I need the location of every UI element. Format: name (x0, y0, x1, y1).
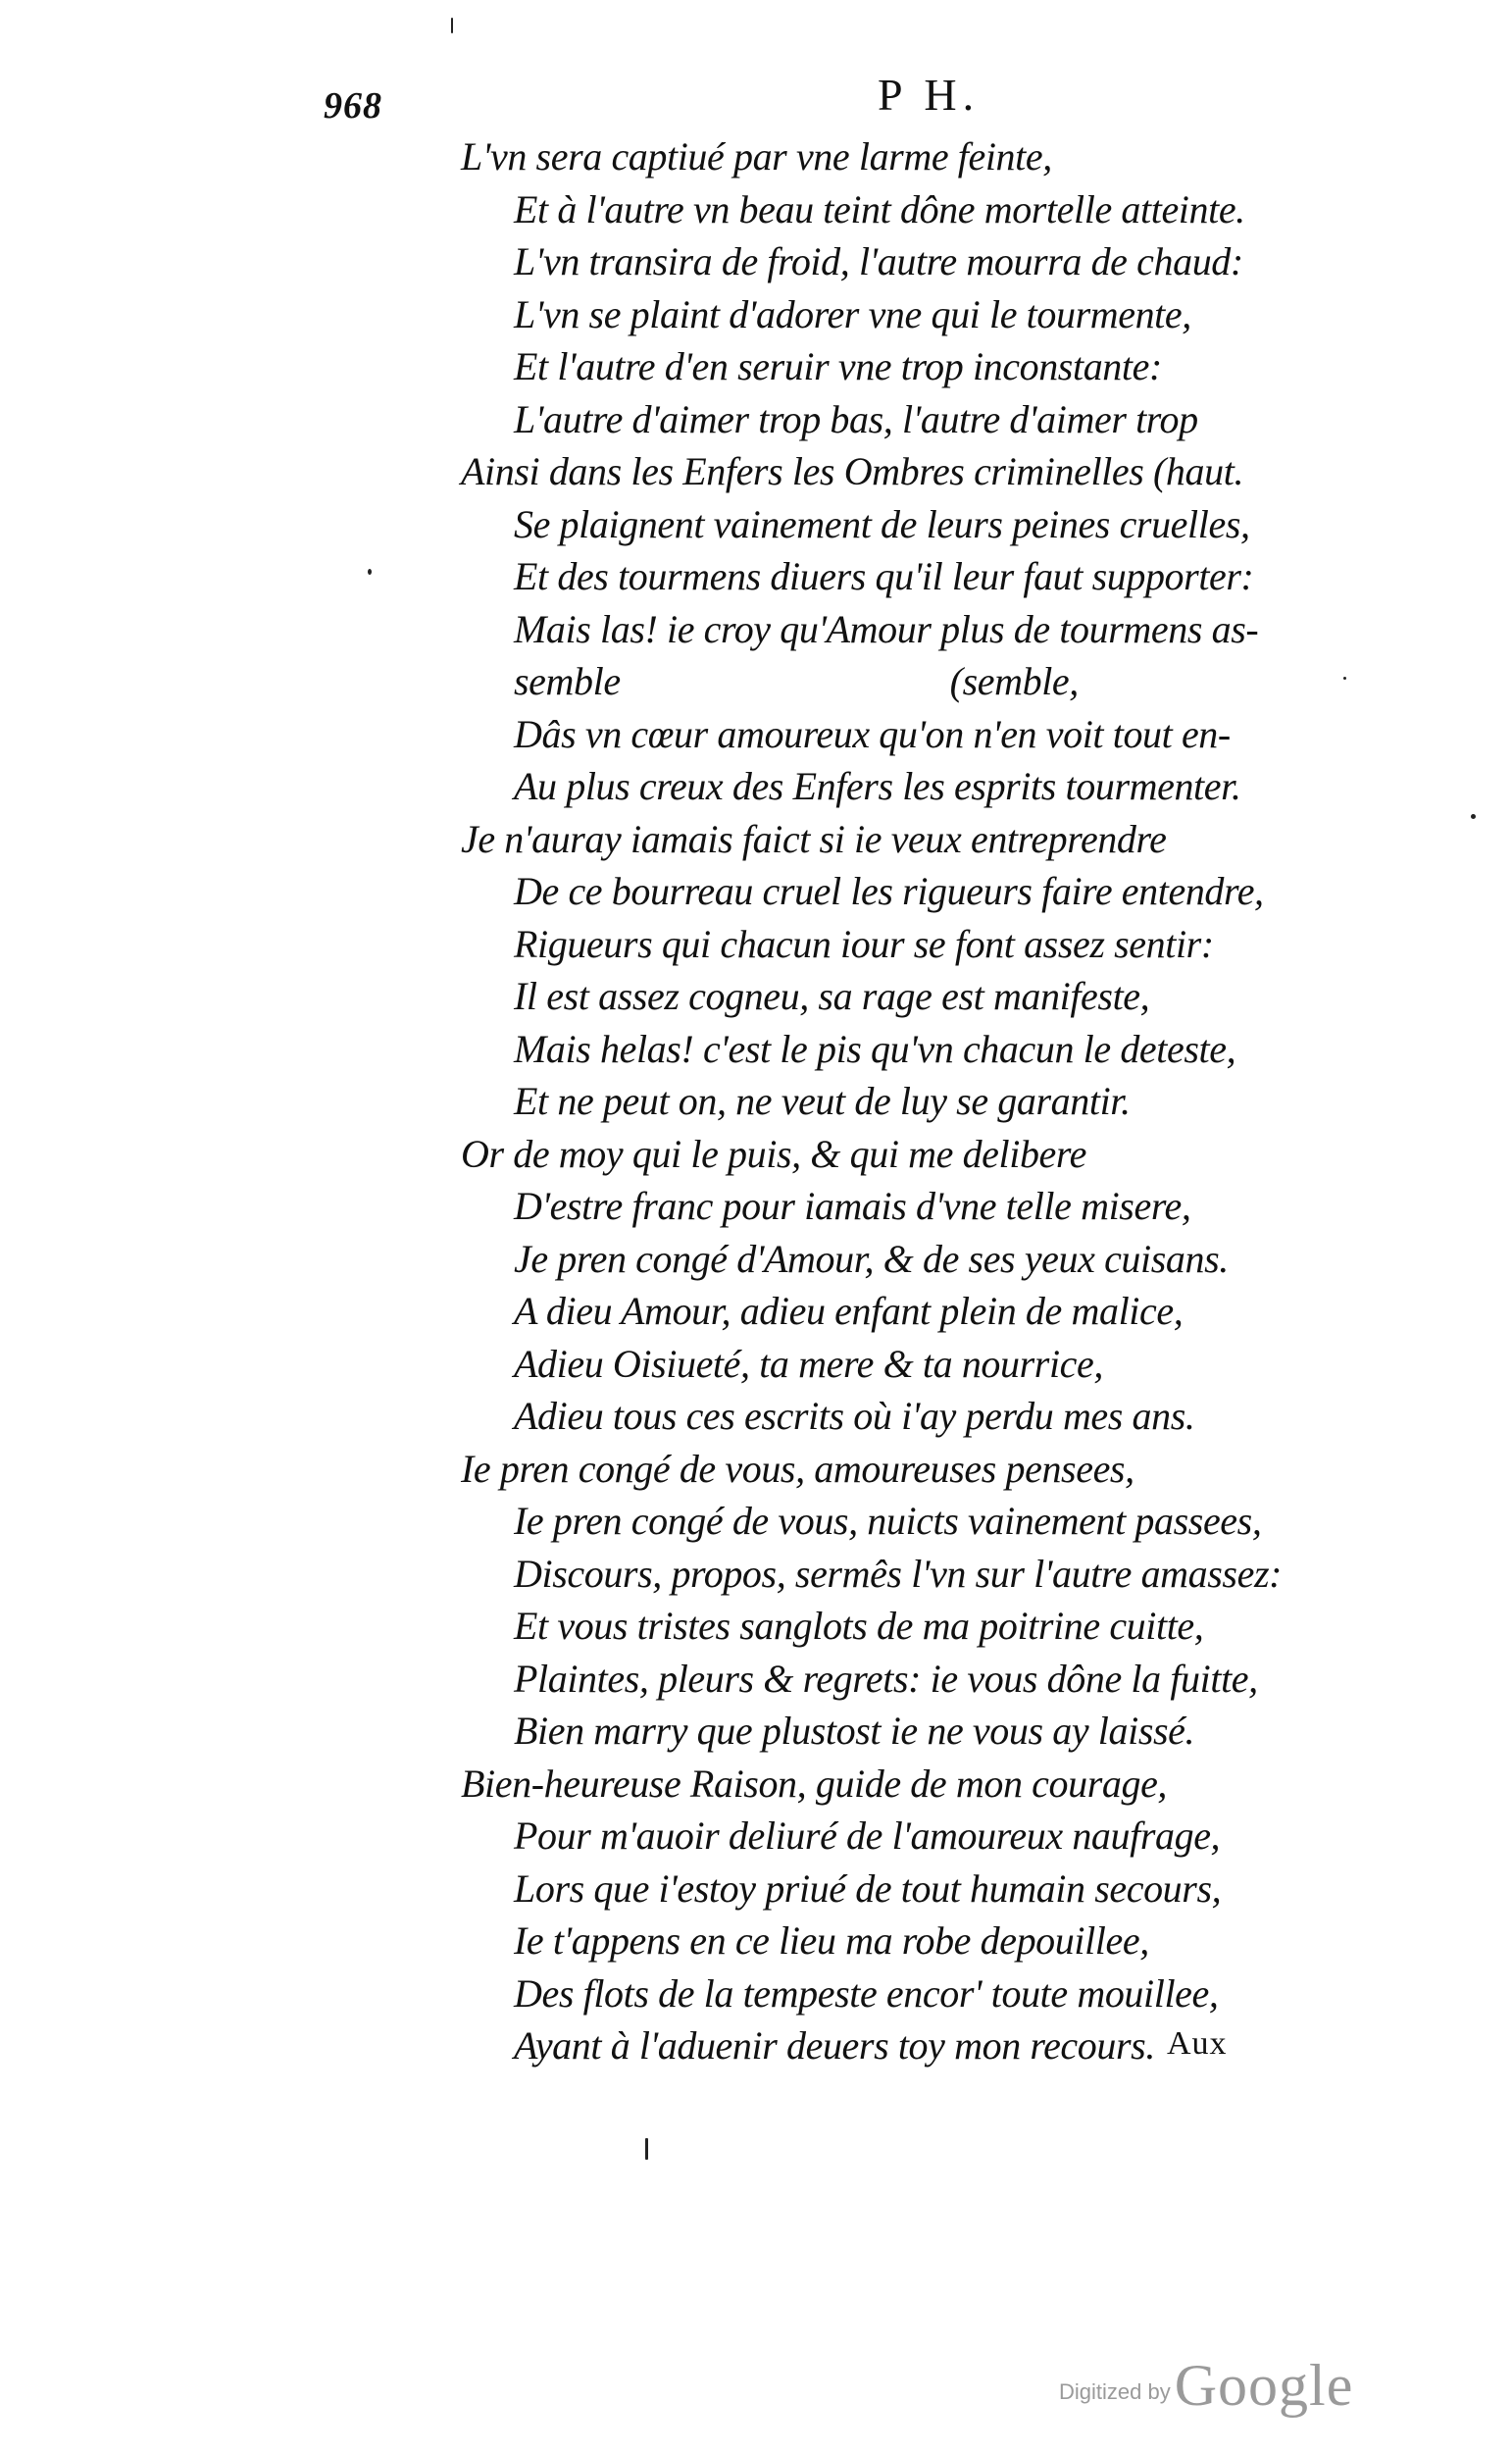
digitized-by-google-watermark (1059, 2352, 1353, 2420)
poem-line: Mais las! ie croy qu'Amour plus de tourmens as- (514, 606, 1259, 651)
poem-line: D'estre franc pour iamais d'vne telle misere, (514, 1184, 1191, 1228)
poem-line: Il est assez cogneu, sa rage est manifeste, (514, 974, 1150, 1018)
google-logo: Google (1174, 2353, 1354, 2418)
poem-line: Ie pren congé de vous, amoureuses pensees, (461, 1446, 1134, 1491)
poem-line: Ainsi dans les Enfers les Ombres criminelles (haut. (461, 449, 1244, 493)
scan-speck (1343, 677, 1346, 680)
poem-line: Lors que i'estoy priué de tout humain secours, (514, 1865, 1222, 1911)
poem-line: De ce bourreau cruel les rigueurs faire entendre, (514, 869, 1264, 913)
poem-line: Adieu tous ces escrits où i'ay perdu mes ans. (514, 1394, 1195, 1438)
watermark-prefix: Digitized by (1059, 2379, 1171, 2404)
poem-line: Je pren congé d'Amour, & de ses yeux cuisans. (514, 1236, 1229, 1281)
scan-speck (368, 569, 372, 575)
poem-line: Rigueurs qui chacun iour se font assez sentir: (514, 921, 1214, 966)
poem-line: Or de moy qui le puis, & qui me delibere (461, 1131, 1086, 1176)
poem-line: Se plaignent vainement de leurs peines cruelles, (514, 501, 1250, 546)
poem-text (461, 130, 1304, 2072)
poem-line: Et des tourmens diuers qu'il leur faut supporter: (514, 554, 1254, 598)
poem-line: L'vn se plaint d'adorer vne qui le tourmente, (514, 291, 1191, 336)
poem-line: Dâs vn cœur amoureux qu'on n'en voit tout en- (514, 711, 1231, 756)
poem-line: Mais helas! c'est le pis qu'vn chacun le deteste, (514, 1026, 1236, 1071)
poem-line: Bien marry que plustost ie ne vous ay laissé. (514, 1709, 1195, 1753)
poem-line: L'vn transira de froid, l'autre mourra de chaud: (514, 239, 1243, 283)
poem-line: Et à l'autre vn beau teint dône mortelle atteinte. (514, 186, 1245, 231)
poem-line: A dieu Amour, adieu enfant plein de malice, (514, 1289, 1184, 1333)
poem-line: Bien-heureuse Raison, guide de mon courage, (461, 1761, 1168, 1806)
poem-line: Je n'auray iamais faict si ie veux entreprendre (461, 816, 1167, 861)
poem-line: Ayant à l'aduenir deuers toy mon recours. (514, 2023, 1155, 2068)
poem-line: Discours, propos, sermês l'vn sur l'autre amassez: (514, 1551, 1283, 1596)
page-number: 968 (324, 85, 382, 127)
poem-line: Au plus creux des Enfers les esprits tourmenter. (514, 764, 1241, 808)
scan-speck (645, 2138, 648, 2160)
scan-speck (1471, 814, 1476, 819)
poem-line: Ie pren congé de vous, nuicts vainement passees, (514, 1499, 1262, 1543)
poem-line: Des flots de la tempeste encor' toute mouillee, (514, 1970, 1219, 2016)
poem-line: L'autre d'aimer trop bas, l'autre d'aimer trop (514, 396, 1198, 441)
poem-line: Ie t'appens en ce lieu ma robe depouillee, (514, 1918, 1149, 1963)
poem-line: Et vous tristes sanglots de ma poitrine cuitte, (514, 1604, 1204, 1648)
running-head: P H. (878, 70, 981, 120)
scan-speck (451, 18, 453, 33)
poem-line: semble (semble, (514, 659, 1079, 703)
poem-line: L'vn sera captiué par vne larme feinte, (461, 134, 1052, 179)
poem-line: Pour m'auoir deliuré de l'amoureux naufrage, (514, 1813, 1221, 1858)
catchword: Aux (1167, 2025, 1228, 2062)
poem-line: Et ne peut on, ne veut de luy se garantir. (514, 1079, 1131, 1123)
poem-line: Et l'autre d'en seruir vne trop inconstante: (514, 344, 1162, 388)
poem-line: Plaintes, pleurs & regrets: ie vous dône la fuitte, (514, 1656, 1258, 1701)
poem-line: Adieu Oisiueté, ta mere & ta nourrice, (514, 1341, 1103, 1386)
